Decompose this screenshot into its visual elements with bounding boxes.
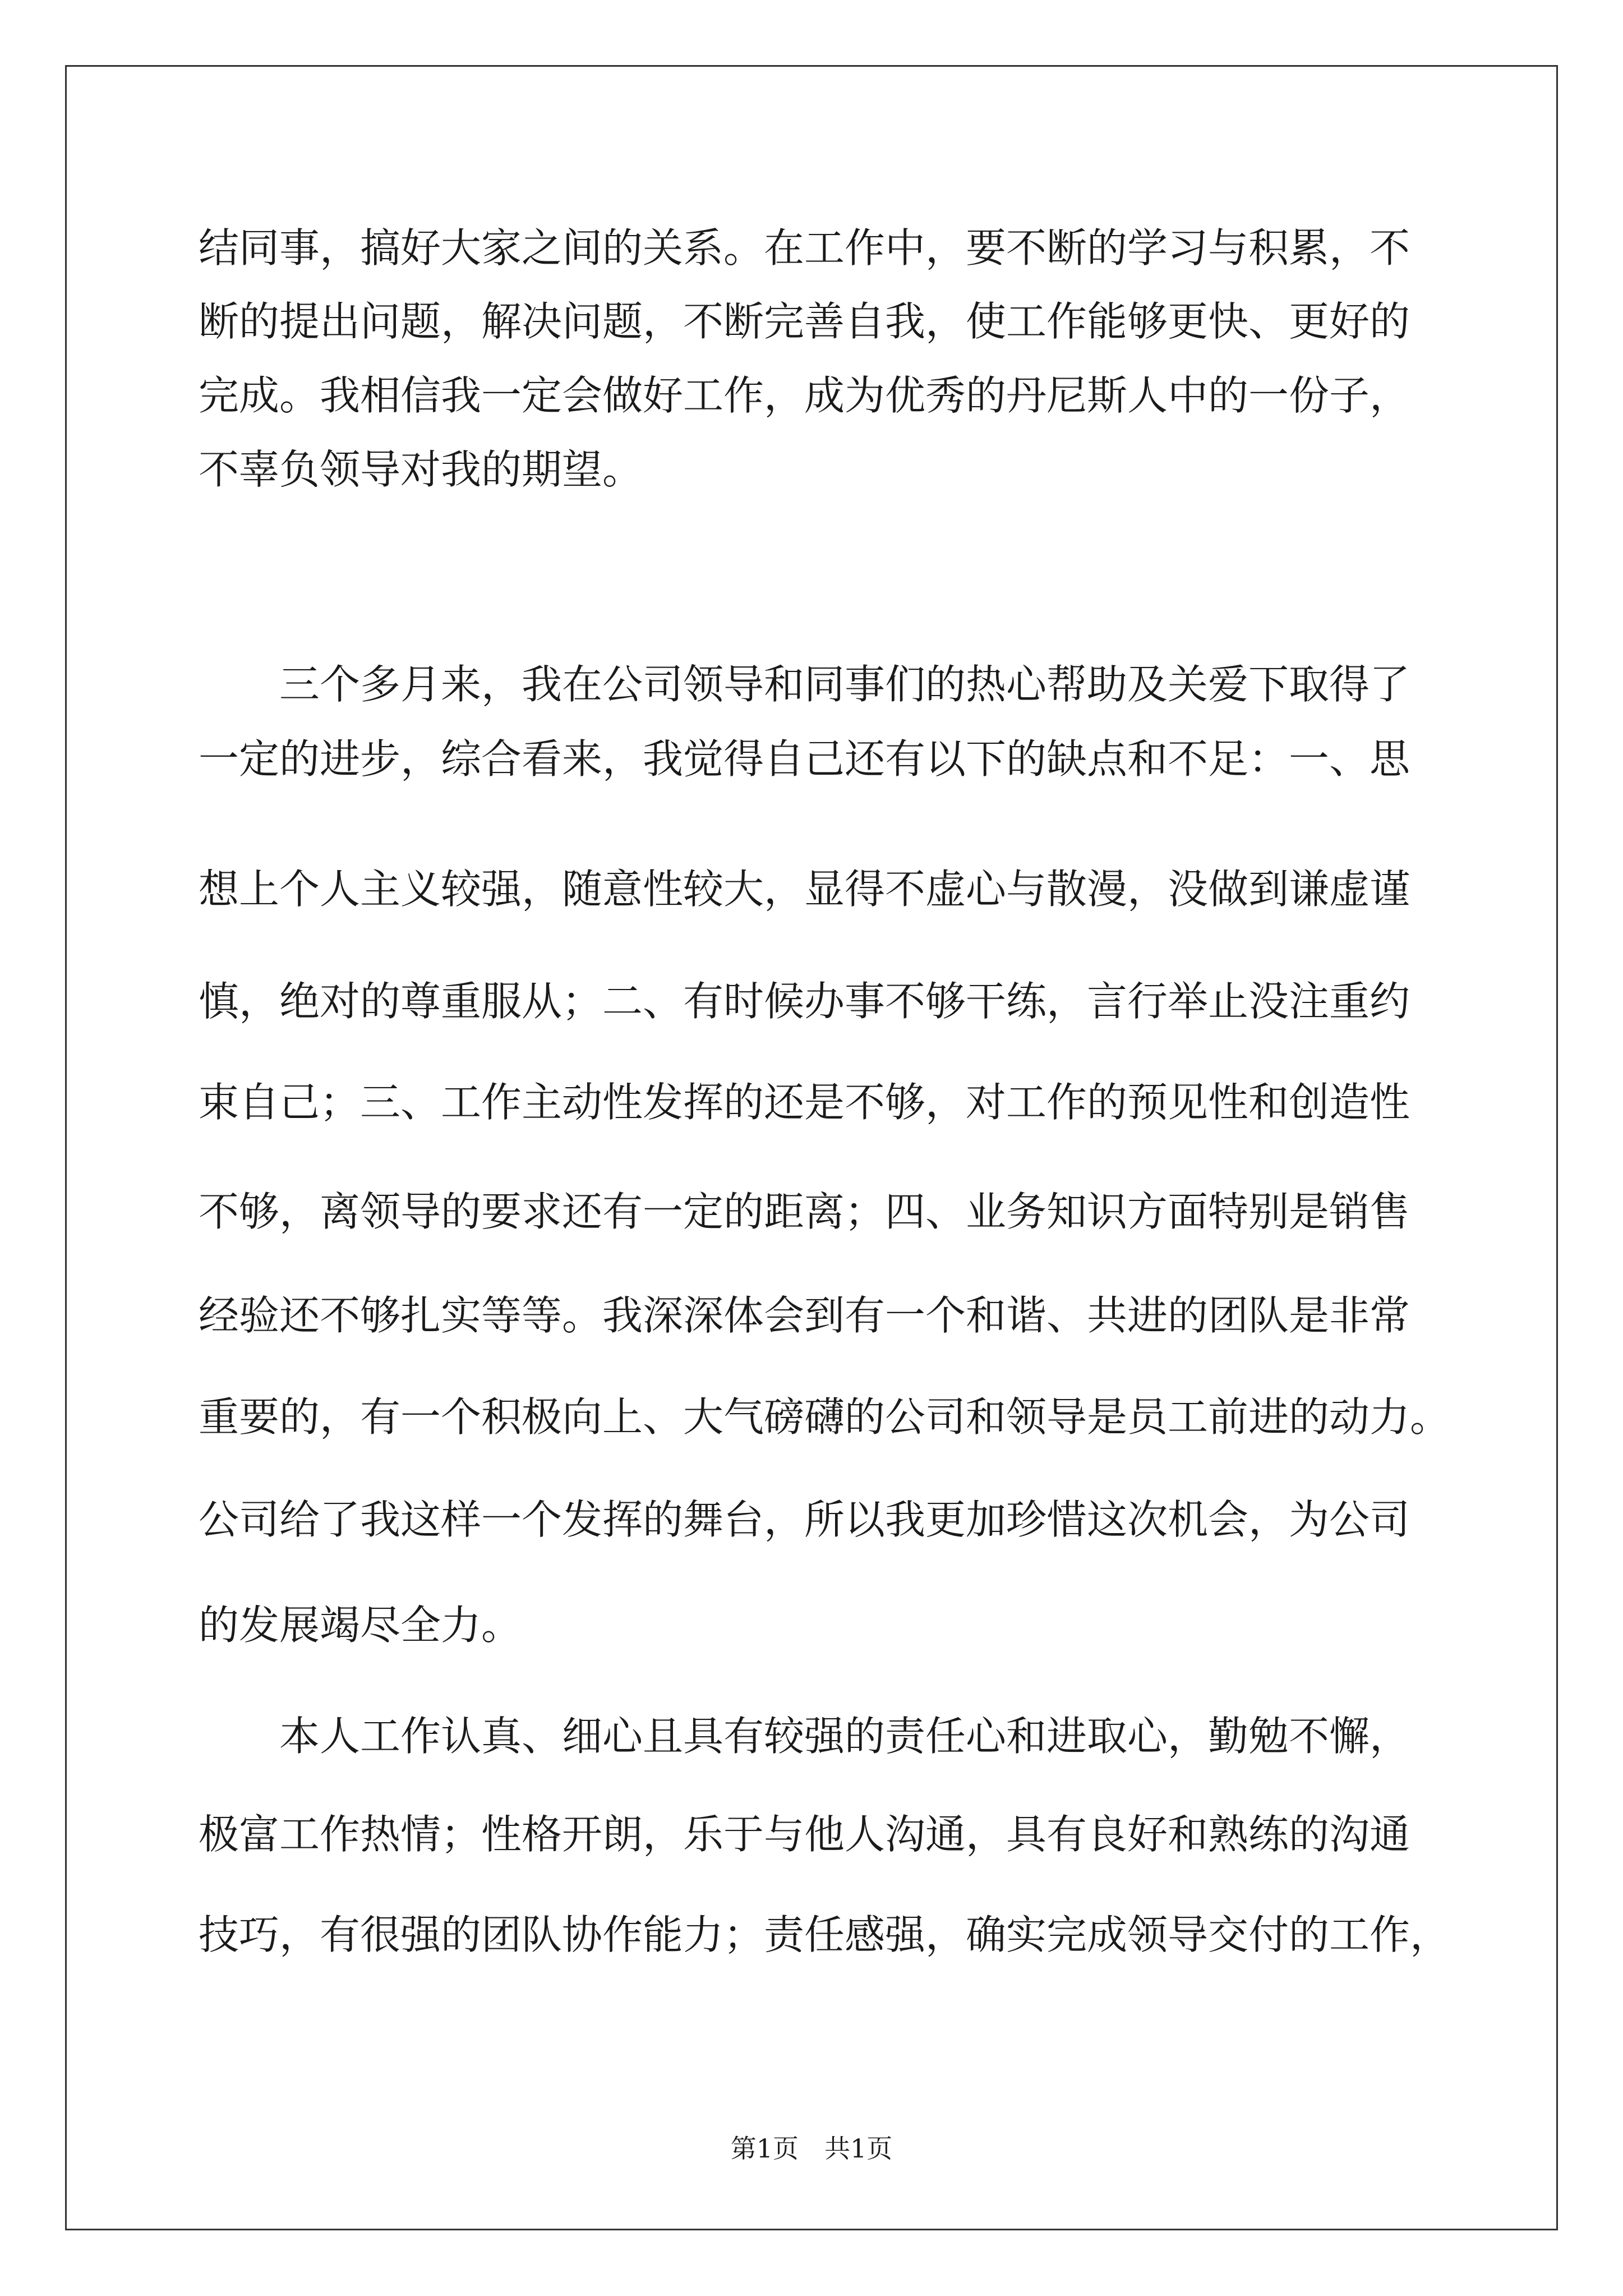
text-line: 的发展竭尽全力。 [199,1602,522,1649]
text-line: 束自己；三、工作主动性发挥的还是不够，对工作的预见性和创造性 [199,1079,1410,1126]
page-number-footer: 第1页 共1页 [730,2133,893,2164]
text-line: 完成。我相信我一定会做好工作，成为优秀的丹尼斯人中的一份子， [199,372,1410,419]
text-line: 技巧，有很强的团队协作能力；责任感强，确实完成领导交付的工作， [199,1911,1451,1958]
text-line: 不够，离领导的要求还有一定的距离；四、业务知识方面特别是销售 [199,1188,1410,1235]
text-line: 一定的进步，综合看来，我觉得自己还有以下的缺点和不足：一、思 [199,735,1410,783]
text-line: 不辜负领导对我的期望。 [199,446,643,493]
text-line: 极富工作热情；性格开朗，乐于与他人沟通，具有良好和熟练的沟通 [199,1811,1410,1858]
text-line: 断的提出问题，解决问题，不断完善自我，使工作能够更快、更好的 [199,298,1410,345]
text-line: 重要的，有一个积极向上、大气磅礴的公司和领导是员工前进的动力。 [199,1393,1451,1441]
text-line: 结同事，搞好大家之间的关系。在工作中，要不断的学习与积累，不 [199,224,1410,272]
text-line: 想上个人主义较强，随意性较大，显得不虚心与散漫，没做到谦虚谨 [199,866,1410,913]
text-line: 三个多月来，我在公司领导和同事们的热心帮助及关爱下取得了 [279,661,1410,708]
text-line: 经验还不够扎实等等。我深深体会到有一个和谐、共进的团队是非常 [199,1292,1410,1339]
text-line: 本人工作认真、细心且具有较强的责任心和进取心，勤勉不懈， [279,1713,1410,1760]
text-line: 公司给了我这样一个发挥的舞台，所以我更加珍惜这次机会，为公司 [199,1496,1410,1543]
text-line: 慎，绝对的尊重服从；二、有时候办事不够干练，言行举止没注重约 [199,978,1410,1025]
